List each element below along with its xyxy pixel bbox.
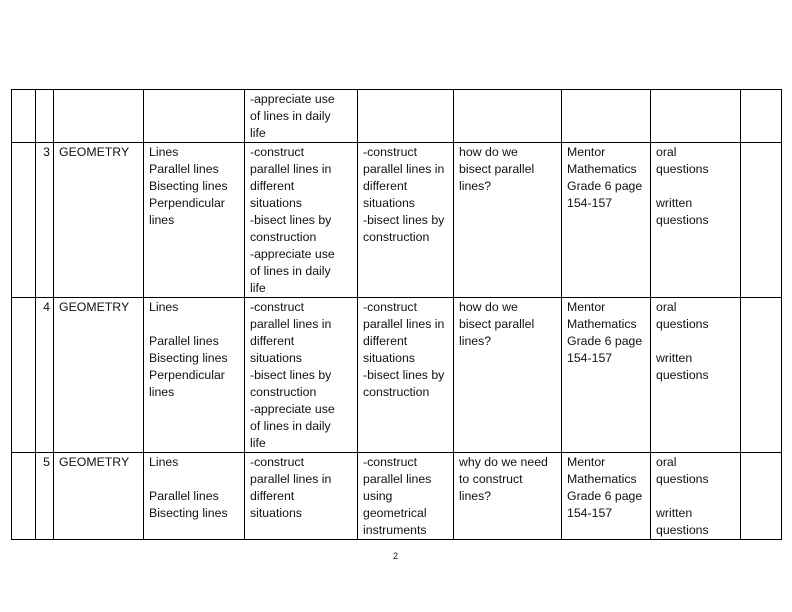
- cell-line: questions: [656, 368, 709, 382]
- cell-line: parallel lines in: [363, 162, 445, 176]
- cell-blank: [12, 143, 36, 298]
- cell-line: bisect parallel: [459, 317, 535, 331]
- cell-line: written: [656, 196, 693, 210]
- cell-experiences: [358, 298, 454, 453]
- cell-resources: [562, 143, 651, 298]
- cell-line: written: [656, 506, 693, 520]
- cell-blank: [12, 90, 36, 143]
- cell-inquiry_question: [454, 90, 562, 143]
- cell-lesson: [36, 90, 54, 143]
- cell-lesson: [36, 298, 54, 453]
- cell-experiences: [358, 143, 454, 298]
- cell-line: 154-157: [567, 506, 613, 520]
- cell-line: geometrical: [363, 506, 427, 520]
- cell-line: GEOMETRY: [59, 300, 130, 314]
- cell-line: parallel lines in: [250, 317, 332, 331]
- cell-line: 4: [43, 300, 50, 314]
- cell-remarks: [741, 90, 782, 143]
- cell-line: different: [363, 334, 408, 348]
- cell-strand: [54, 298, 144, 453]
- cell-sub_strand: [144, 298, 245, 453]
- cell-line: Parallel lines: [149, 334, 219, 348]
- cell-line: parallel lines in: [250, 472, 332, 486]
- cell-line: construction: [363, 230, 430, 244]
- cell-remarks: [741, 298, 782, 453]
- cell-line: Lines: [149, 145, 179, 159]
- cell-line: parallel lines in: [363, 317, 445, 331]
- cell-line: -construct: [250, 145, 304, 159]
- cell-line: how do we: [459, 300, 518, 314]
- cell-line: questions: [656, 523, 709, 537]
- cell-line: oral: [656, 300, 677, 314]
- cell-line: -construct: [363, 455, 417, 469]
- cell-line: questions: [656, 162, 709, 176]
- cell-line: 5: [43, 455, 50, 469]
- cell-inquiry_question: [454, 298, 562, 453]
- cell-line: Bisecting lines: [149, 351, 228, 365]
- cell-line: Parallel lines: [149, 489, 219, 503]
- cell-line: lines: [149, 385, 175, 399]
- cell-line: oral: [656, 455, 677, 469]
- cell-line: Grade 6 page: [567, 179, 643, 193]
- cell-line: situations: [250, 351, 302, 365]
- cell-line: [149, 316, 240, 333]
- cell-line: life: [250, 281, 266, 295]
- page-number: 2: [393, 551, 399, 561]
- cell-line: situations: [250, 506, 302, 520]
- cell-line: bisect parallel: [459, 162, 535, 176]
- cell-blank: [12, 298, 36, 453]
- cell-line: -appreciate use: [250, 247, 335, 261]
- cell-line: 154-157: [567, 196, 613, 210]
- cell-outcomes: [245, 453, 358, 540]
- cell-line: -bisect lines by: [250, 368, 332, 382]
- cell-sub_strand: [144, 90, 245, 143]
- cell-inquiry_question: [454, 143, 562, 298]
- table-row: [12, 90, 782, 143]
- cell-line: Lines: [149, 300, 179, 314]
- cell-line: -bisect lines by: [363, 213, 445, 227]
- table-row: [12, 453, 782, 540]
- table-row: [12, 143, 782, 298]
- cell-line: questions: [656, 317, 709, 331]
- cell-line: life: [250, 126, 266, 140]
- cell-line: parallel lines: [363, 472, 432, 486]
- cell-strand: [54, 453, 144, 540]
- scheme-of-work-table: [11, 89, 782, 540]
- cell-line: 154-157: [567, 351, 613, 365]
- cell-line: Perpendicular: [149, 368, 225, 382]
- cell-strand: [54, 90, 144, 143]
- cell-experiences: [358, 453, 454, 540]
- cell-line: lines: [149, 213, 175, 227]
- cell-line: Mentor: [567, 300, 606, 314]
- cell-line: parallel lines in: [250, 162, 332, 176]
- cell-line: to construct: [459, 472, 523, 486]
- cell-line: construction: [250, 385, 317, 399]
- cell-line: different: [250, 179, 295, 193]
- cell-outcomes: [245, 90, 358, 143]
- cell-line: Lines: [149, 455, 179, 469]
- cell-line: Mathematics: [567, 472, 637, 486]
- cell-line: -appreciate use: [250, 92, 335, 106]
- cell-line: using: [363, 489, 393, 503]
- cell-line: Parallel lines: [149, 162, 219, 176]
- cell-line: Bisecting lines: [149, 506, 228, 520]
- cell-line: of lines in daily: [250, 109, 331, 123]
- cell-line: [656, 333, 736, 350]
- cell-line: Grade 6 page: [567, 489, 643, 503]
- cell-remarks: [741, 453, 782, 540]
- cell-sub_strand: [144, 143, 245, 298]
- cell-line: -bisect lines by: [250, 213, 332, 227]
- cell-line: construction: [363, 385, 430, 399]
- cell-line: Grade 6 page: [567, 334, 643, 348]
- cell-line: -construct: [250, 455, 304, 469]
- cell-line: Mathematics: [567, 162, 637, 176]
- cell-line: lines?: [459, 334, 492, 348]
- cell-lesson: [36, 143, 54, 298]
- cell-line: -bisect lines by: [363, 368, 445, 382]
- cell-outcomes: [245, 143, 358, 298]
- cell-line: different: [250, 489, 295, 503]
- cell-line: Bisecting lines: [149, 179, 228, 193]
- cell-line: construction: [250, 230, 317, 244]
- cell-strand: [54, 143, 144, 298]
- cell-line: lines?: [459, 179, 492, 193]
- cell-line: Mathematics: [567, 317, 637, 331]
- cell-line: 3: [43, 145, 50, 159]
- cell-line: Mentor: [567, 145, 606, 159]
- cell-line: -construct: [363, 145, 417, 159]
- cell-line: of lines in daily: [250, 419, 331, 433]
- cell-line: written: [656, 351, 693, 365]
- cell-assessment: [651, 90, 741, 143]
- cell-line: -appreciate use: [250, 402, 335, 416]
- cell-line: questions: [656, 472, 709, 486]
- cell-line: situations: [250, 196, 302, 210]
- cell-experiences: [358, 90, 454, 143]
- cell-line: instruments: [363, 523, 427, 537]
- cell-line: oral: [656, 145, 677, 159]
- cell-line: lines?: [459, 489, 492, 503]
- cell-line: of lines in daily: [250, 264, 331, 278]
- cell-line: -construct: [363, 300, 417, 314]
- table-row: [12, 298, 782, 453]
- cell-assessment: [651, 143, 741, 298]
- cell-lesson: [36, 453, 54, 540]
- cell-line: different: [250, 334, 295, 348]
- cell-assessment: [651, 453, 741, 540]
- cell-line: different: [363, 179, 408, 193]
- cell-line: situations: [363, 351, 415, 365]
- cell-line: -construct: [250, 300, 304, 314]
- cell-line: Mentor: [567, 455, 606, 469]
- cell-resources: [562, 298, 651, 453]
- cell-line: questions: [656, 213, 709, 227]
- cell-line: how do we: [459, 145, 518, 159]
- cell-line: situations: [363, 196, 415, 210]
- cell-line: Perpendicular: [149, 196, 225, 210]
- cell-remarks: [741, 143, 782, 298]
- cell-assessment: [651, 298, 741, 453]
- cell-line: life: [250, 436, 266, 450]
- cell-line: [149, 471, 240, 488]
- cell-line: GEOMETRY: [59, 455, 130, 469]
- cell-resources: [562, 90, 651, 143]
- cell-line: [656, 178, 736, 195]
- cell-outcomes: [245, 298, 358, 453]
- cell-sub_strand: [144, 453, 245, 540]
- cell-line: GEOMETRY: [59, 145, 130, 159]
- cell-inquiry_question: [454, 453, 562, 540]
- cell-line: [656, 488, 736, 505]
- cell-blank: [12, 453, 36, 540]
- cell-line: why do we need: [459, 455, 548, 469]
- cell-resources: [562, 453, 651, 540]
